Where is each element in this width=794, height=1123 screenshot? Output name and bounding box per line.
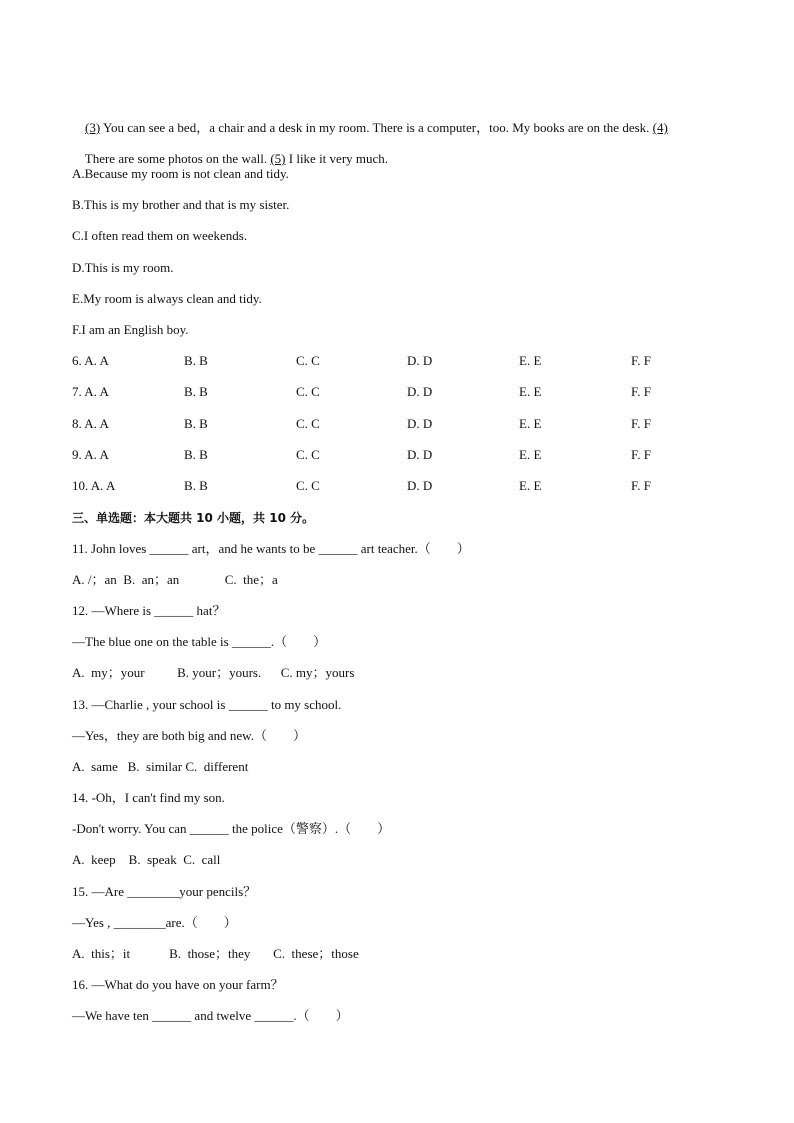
- answer-options: A. keep B. speak C. call: [72, 852, 221, 867]
- choice-b: B. B: [184, 416, 208, 431]
- choice-c: C. C: [296, 447, 320, 462]
- sentence-option: F.I am an English boy.: [72, 322, 189, 337]
- answer-options: A. this；it B. those；they C. these；those: [72, 946, 359, 961]
- choice-f: F. F: [631, 447, 651, 462]
- sentence-option: B.This is my brother and that is my sister.: [72, 197, 290, 212]
- answer-options: A. /；an B. an；an C. the；a: [72, 572, 278, 587]
- sentence-option: D.This is my room.: [72, 260, 174, 275]
- question-number-option: 7. A. A: [72, 384, 109, 399]
- question-number-option: 10. A. A: [72, 478, 116, 493]
- matching-row: [72, 447, 712, 463]
- matching-row: [72, 478, 712, 494]
- choice-b: B. B: [184, 384, 208, 399]
- choice-d: D. D: [407, 478, 433, 493]
- passage-text: You can see a bed，a chair and a desk in my room. There is a computer，too. My books are on the desk.: [100, 120, 653, 135]
- passage-text: There are some photos on the wall.: [84, 151, 271, 166]
- blank-marker-4: (4): [652, 120, 668, 135]
- choice-f: F. F: [631, 478, 651, 493]
- answer-options: A. same B. similar C. different: [72, 759, 249, 774]
- choice-e: E. E: [519, 447, 542, 462]
- choice-f: F. F: [631, 353, 651, 368]
- choice-d: D. D: [407, 416, 433, 431]
- question-text: —We have ten ______ and twelve ______.（ ）: [72, 1008, 349, 1023]
- matching-row: [72, 416, 712, 432]
- choice-d: D. D: [407, 447, 433, 462]
- question-text: —Yes , ________are.（ ）: [72, 915, 237, 930]
- choice-e: E. E: [519, 478, 542, 493]
- question-text: 15. —Are ________your pencils？: [72, 884, 257, 899]
- choice-d: D. D: [407, 353, 433, 368]
- choice-b: B. B: [184, 447, 208, 462]
- choice-e: E. E: [519, 353, 542, 368]
- question-text: 16. —What do you have on your farm？: [72, 977, 284, 992]
- choice-f: F. F: [631, 416, 651, 431]
- choice-e: E. E: [519, 384, 542, 399]
- section-heading: 三、单选题：本大题共 10 小题，共 10 分。: [72, 511, 315, 525]
- choice-e: E. E: [519, 416, 542, 431]
- question-number-option: 6. A. A: [72, 353, 109, 368]
- choice-b: B. B: [184, 353, 208, 368]
- question-number-option: 8. A. A: [72, 416, 109, 431]
- choice-f: F. F: [631, 384, 651, 399]
- choice-c: C. C: [296, 384, 320, 399]
- blank-marker-5: (5): [270, 151, 286, 166]
- blank-marker-3: (3): [85, 120, 101, 135]
- choice-c: C. C: [296, 478, 320, 493]
- question-text: 14. -Oh，I can't find my son.: [72, 790, 225, 805]
- question-text: —The blue one on the table is ______.（ ）: [72, 634, 327, 649]
- sentence-option: E.My room is always clean and tidy.: [72, 291, 262, 306]
- choice-d: D. D: [407, 384, 433, 399]
- question-text: —Yes，they are both big and new.（ ）: [72, 728, 306, 743]
- matching-row: [72, 384, 712, 400]
- choice-b: B. B: [184, 478, 208, 493]
- answer-options: A. my；your B. your；yours. C. my；yours: [72, 665, 355, 680]
- choice-c: C. C: [296, 353, 320, 368]
- passage-text: I like it very much.: [285, 151, 389, 166]
- question-text: -Don't worry. You can ______ the police（警察）.（ ）: [72, 821, 391, 836]
- question-text: 12. —Where is ______ hat？: [72, 603, 226, 618]
- sentence-option: C.I often read them on weekends.: [72, 228, 248, 243]
- question-text: 13. —Charlie , your school is ______ to my school.: [72, 697, 342, 712]
- question-number-option: 9. A. A: [72, 447, 109, 462]
- choice-c: C. C: [296, 416, 320, 431]
- matching-row: [72, 353, 712, 369]
- sentence-option: A.Because my room is not clean and tidy.: [72, 166, 289, 181]
- question-text: 11. John loves ______ art，and he wants to be ______ art teacher.（ ）: [72, 541, 470, 556]
